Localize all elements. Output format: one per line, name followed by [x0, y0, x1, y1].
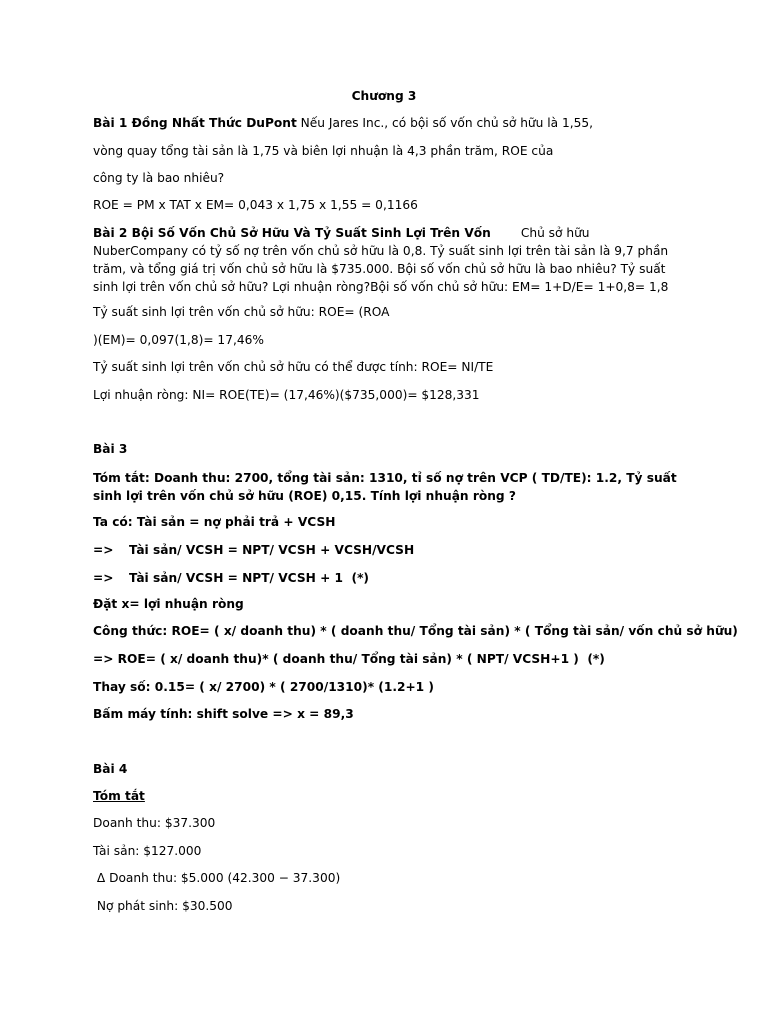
bai3-step2: Tài sản/ VCSH = NPT/ VCSH + 1 (*) [129, 571, 370, 585]
bai2-ni-line: Lợi nhuận ròng: NI= ROE(TE)= (17,46%)($735,000)= $128,331 [93, 388, 480, 402]
bai2-paragraph [93, 224, 678, 296]
bai3-dat-x: Đặt x= lợi nhuận ròng [93, 597, 244, 611]
bai3-heading: Bài 3 [93, 442, 128, 456]
bai1-heading: Bài 1 Đồng Nhất Thức DuPont [93, 116, 297, 130]
bai3-thay-so: Thay số: 0.15= ( x/ 2700) * ( 2700/1310)* (1.2+1 ) [93, 680, 434, 694]
arrow-symbol: => [93, 543, 114, 557]
bai1-formula: ROE = PM x TAT x EM= 0,043 x 1,75 x 1,55 = 0,1166 [93, 198, 418, 212]
bai3-step1: Tài sản/ VCSH = NPT/ VCSH + VCSH/VCSH [129, 543, 415, 557]
bai2-heading: Bài 2 Bội Số Vốn Chủ Sở Hữu Và Tỷ Suất Sinh Lợi Trên Vốn [93, 226, 491, 240]
bai4-tom-tat: Tóm tắt [93, 789, 145, 803]
bai3-roe2: => ROE= ( x/ doanh thu)* ( doanh thu/ Tổng tài sản) * ( NPT/ VCSH+1 ) (*) [93, 652, 605, 666]
bai1-text: Nếu Jares Inc., có bội số vốn chủ sở hữu là 1,55, [296, 116, 593, 130]
bai2-roe-line: Tỷ suất sinh lợi trên vốn chủ sở hữu: ROE= (ROA [93, 305, 390, 319]
bai3-step1-line [93, 542, 414, 559]
bai2-roe2-line: Tỷ suất sinh lợi trên vốn chủ sở hữu có thể được tính: ROE= NI/TE [93, 360, 494, 374]
bai4-delta-doanh-thu: Δ Doanh thu: $5.000 (42.300 − 37.300) [93, 871, 341, 885]
bai4-doanh-thu: Doanh thu: $37.300 [93, 816, 216, 830]
bai2-em-line: )(EM)= 0,097(1,8)= 17,46% [93, 333, 264, 347]
bai1-line3: công ty là bao nhiêu? [93, 171, 225, 185]
chapter-title: Chương 3 [351, 89, 417, 103]
bai3-cong-thuc: Công thức: ROE= ( x/ doanh thu) * ( doanh thu/ Tổng tài sản) * ( Tổng tài sản/ vốn chủ sở hữu) [93, 624, 738, 638]
bai4-tai-san: Tài sản: $127.000 [93, 844, 202, 858]
bai1-first-line [93, 115, 593, 132]
bai3-bam-may: Bấm máy tính: shift solve => x = 89,3 [93, 707, 354, 721]
bai2-text: Chủ sở hữu NuberCompany có tỷ số nợ trên vốn chủ sở hữu là 0,8. Tỷ suất sinh lợi trên tài sản là 9,7 phần trăm, và tổng giá trị vốn chủ sở hữu là $735.000. Bội số vốn chủ sở hữu là bao nhiêu? Tỷ suất sinh lợi trên vốn chủ sở hữu? Lợi nhuận ròng?Bội số vốn chủ sở hữu: EM= 1+D/E= 1+0,8= 1,8 [93, 226, 669, 294]
bai3-ta-co: Ta có: Tài sản = nợ phải trả + VCSH [93, 515, 336, 529]
arrow-symbol: => [93, 571, 114, 585]
bai1-line2: vòng quay tổng tài sản là 1,75 và biên lợi nhuận là 4,3 phần trăm, ROE của [93, 144, 554, 158]
bai3-summary: Tóm tắt: Doanh thu: 2700, tổng tài sản: 1310, tỉ số nợ trên VCP ( TD/TE): 1.2, Tỷ suất sinh lợi trên vốn chủ sở hữu (ROE) 0,15. Tính lợi nhuận ròng ? [93, 471, 677, 503]
bai4-heading: Bài 4 [93, 762, 128, 776]
bai3-step2-line [93, 570, 369, 587]
bai4-no-phat-sinh: Nợ phát sinh: $30.500 [93, 899, 233, 913]
